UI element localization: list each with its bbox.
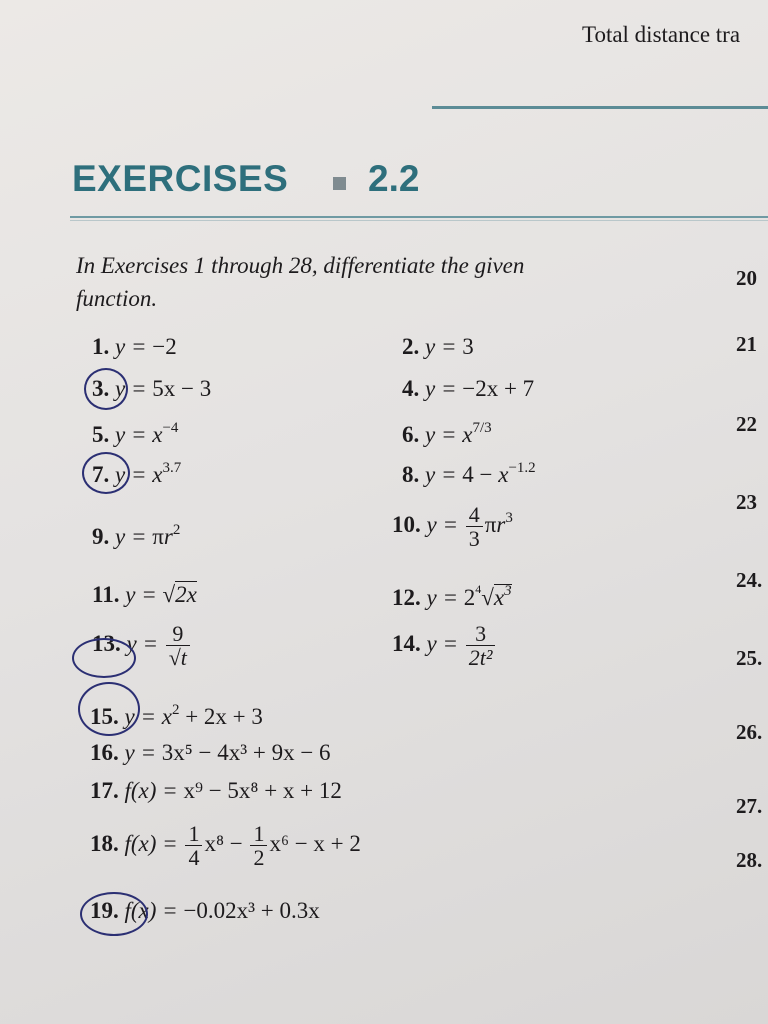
exercise-item <box>402 376 534 402</box>
fraction-numerator: 3 <box>466 622 496 646</box>
instructions-line-1: In Exercises 1 through 28, differentiate the given <box>76 253 525 278</box>
exercise-exponent: 7/3 <box>472 420 492 436</box>
margin-number: 26. <box>736 720 763 744</box>
fraction <box>166 622 190 669</box>
exercise-number: 12. <box>392 585 421 610</box>
margin-number: 28. <box>736 848 763 872</box>
exercise-number: 5. <box>92 422 110 447</box>
exercise-post: π <box>484 511 497 537</box>
exercise-item <box>402 334 474 360</box>
exercise-exponent: 3 <box>505 509 513 526</box>
fraction <box>466 503 483 550</box>
exercise-lhs: y = <box>426 630 464 656</box>
exercise-lhs: y = <box>425 376 463 401</box>
exercise-number: 18. <box>90 830 119 856</box>
exercise-exponent: −1.2 <box>508 460 536 476</box>
exercise-base: r <box>163 524 173 549</box>
fraction-denominator: 4 <box>188 845 200 871</box>
margin-number: 27. <box>736 794 763 818</box>
exercise-lhs: y = <box>125 582 163 607</box>
exercise-item <box>392 582 512 611</box>
exercise-rhs: −2x + 7 <box>462 376 535 401</box>
margin-number: 24. <box>736 568 763 592</box>
exercise-base: x <box>152 462 163 487</box>
exercise-lhs: y = <box>115 422 153 447</box>
exercise-rhs: 3x⁵ − 4x³ + 9x − 6 <box>161 740 331 765</box>
exercise-lhs: y = <box>115 462 153 487</box>
title-rule <box>70 216 768 218</box>
exercise-number: 4. <box>402 376 420 401</box>
radicand: 2x <box>175 582 197 607</box>
title-square-icon <box>333 177 346 190</box>
running-header: Total distance tra <box>582 22 741 47</box>
exercise-number: 2. <box>402 334 420 359</box>
exercise-exponent: 2 <box>172 522 181 538</box>
exercise-lhs: y = <box>425 422 463 447</box>
exercise-number: 7. <box>92 462 110 487</box>
exercise-number: 8. <box>402 462 420 487</box>
fraction-denominator: √t <box>168 645 187 671</box>
exercise-number: 3. <box>92 376 110 401</box>
exercise-lhs: y = <box>115 524 153 549</box>
exercise-exponent: 3 <box>504 583 512 599</box>
pen-circle-mark <box>72 638 136 678</box>
exercise-rhs: 5x − 3 <box>152 376 212 401</box>
exercise-rhs: −0.02x³ + 0.3x <box>183 898 320 923</box>
exercise-item <box>92 522 180 550</box>
exercise-number: 10. <box>392 511 421 537</box>
exercise-base: x <box>493 585 505 610</box>
root-index: 4 <box>475 582 482 596</box>
exercise-exponent: −4 <box>162 420 179 436</box>
exercise-middle: x⁸ − <box>204 830 249 856</box>
fraction-denominator: 2 <box>253 845 265 871</box>
exercise-lhs: f(x) = <box>124 898 184 923</box>
exercise-number: 13. <box>92 630 121 656</box>
exercise-lhs: y = <box>115 376 153 401</box>
exercise-exponent: 3.7 <box>162 460 182 476</box>
exercise-prefix: 4 − <box>462 462 499 487</box>
exercise-item <box>92 420 178 448</box>
exercise-prefix: 2 <box>463 585 476 610</box>
exercise-lhs: y = <box>426 511 464 537</box>
exercise-lhs: f(x) = <box>124 778 184 803</box>
exercise-number: 16. <box>90 740 119 765</box>
exercise-item <box>90 740 331 766</box>
exercise-number: 14. <box>392 630 421 656</box>
exercise-rhs: 3 <box>462 334 474 359</box>
exercise-lhs: y = <box>425 334 463 359</box>
margin-number: 23 <box>736 490 757 514</box>
exercise-item <box>90 822 361 869</box>
fraction-denominator: 3 <box>468 526 480 552</box>
radicand <box>494 584 512 610</box>
radical-sign: √ <box>481 585 494 610</box>
fraction <box>250 822 267 869</box>
margin-number: 21 <box>736 332 757 356</box>
exercise-number: 6. <box>402 422 420 447</box>
exercise-number: 11. <box>92 582 120 607</box>
fraction <box>185 822 202 869</box>
pen-circle-mark <box>78 682 140 736</box>
exercise-item <box>92 582 197 608</box>
exercise-item <box>402 420 492 448</box>
title-rule-shadow <box>70 220 768 221</box>
fraction <box>466 622 496 669</box>
margin-number: 22 <box>736 412 757 436</box>
margin-number: 25. <box>736 646 763 670</box>
exercise-lhs: y = <box>426 585 464 610</box>
exercise-base: x <box>161 704 172 729</box>
fraction-denominator: 2t² <box>468 645 493 671</box>
exercise-post: + 2x + 3 <box>179 704 263 729</box>
exercise-lhs: y = <box>115 334 153 359</box>
exercise-number: 19. <box>90 898 119 923</box>
fraction-numerator: 4 <box>466 503 483 527</box>
exercise-lhs: y = <box>126 630 164 656</box>
exercise-exponent: 2 <box>171 702 180 718</box>
exercise-rhs: x⁹ − 5x⁸ + x + 12 <box>183 778 342 803</box>
pen-circle-mark <box>82 452 130 494</box>
exercise-lhs: y = <box>124 704 162 729</box>
fraction-numerator: 1 <box>250 822 267 846</box>
fraction-numerator: 1 <box>185 822 202 846</box>
exercise-number: 1. <box>92 334 110 359</box>
instructions-line-2: function. <box>76 286 158 311</box>
exercise-item <box>402 460 536 488</box>
section-number: 2.2 <box>368 158 420 199</box>
exercise-number: 17. <box>90 778 119 803</box>
exercise-item <box>90 778 342 804</box>
section-title: EXERCISES <box>72 158 289 199</box>
exercise-lhs: y = <box>425 462 463 487</box>
radical-sign: √ <box>162 582 176 607</box>
exercise-item <box>392 503 513 550</box>
margin-number: 20 <box>736 266 757 290</box>
exercise-item <box>392 622 497 669</box>
exercise-lhs: y = <box>124 740 162 765</box>
exercise-base: x <box>152 422 163 447</box>
header-rule <box>432 106 768 109</box>
exercise-base: x <box>498 462 509 487</box>
exercise-number: 9. <box>92 524 110 549</box>
exercise-lhs: f(x) = <box>124 830 184 856</box>
pen-circle-mark <box>84 368 128 410</box>
exercise-item <box>92 334 177 360</box>
exercise-tail: x⁶ − x + 2 <box>269 830 361 856</box>
exercise-base: x <box>462 422 473 447</box>
exercise-number: 15. <box>90 704 119 729</box>
pen-circle-mark <box>80 892 148 936</box>
exercise-base: r <box>496 511 506 537</box>
exercise-prefix: π <box>152 524 164 549</box>
fraction-numerator: 9 <box>166 622 190 646</box>
exercise-rhs: −2 <box>152 334 177 359</box>
